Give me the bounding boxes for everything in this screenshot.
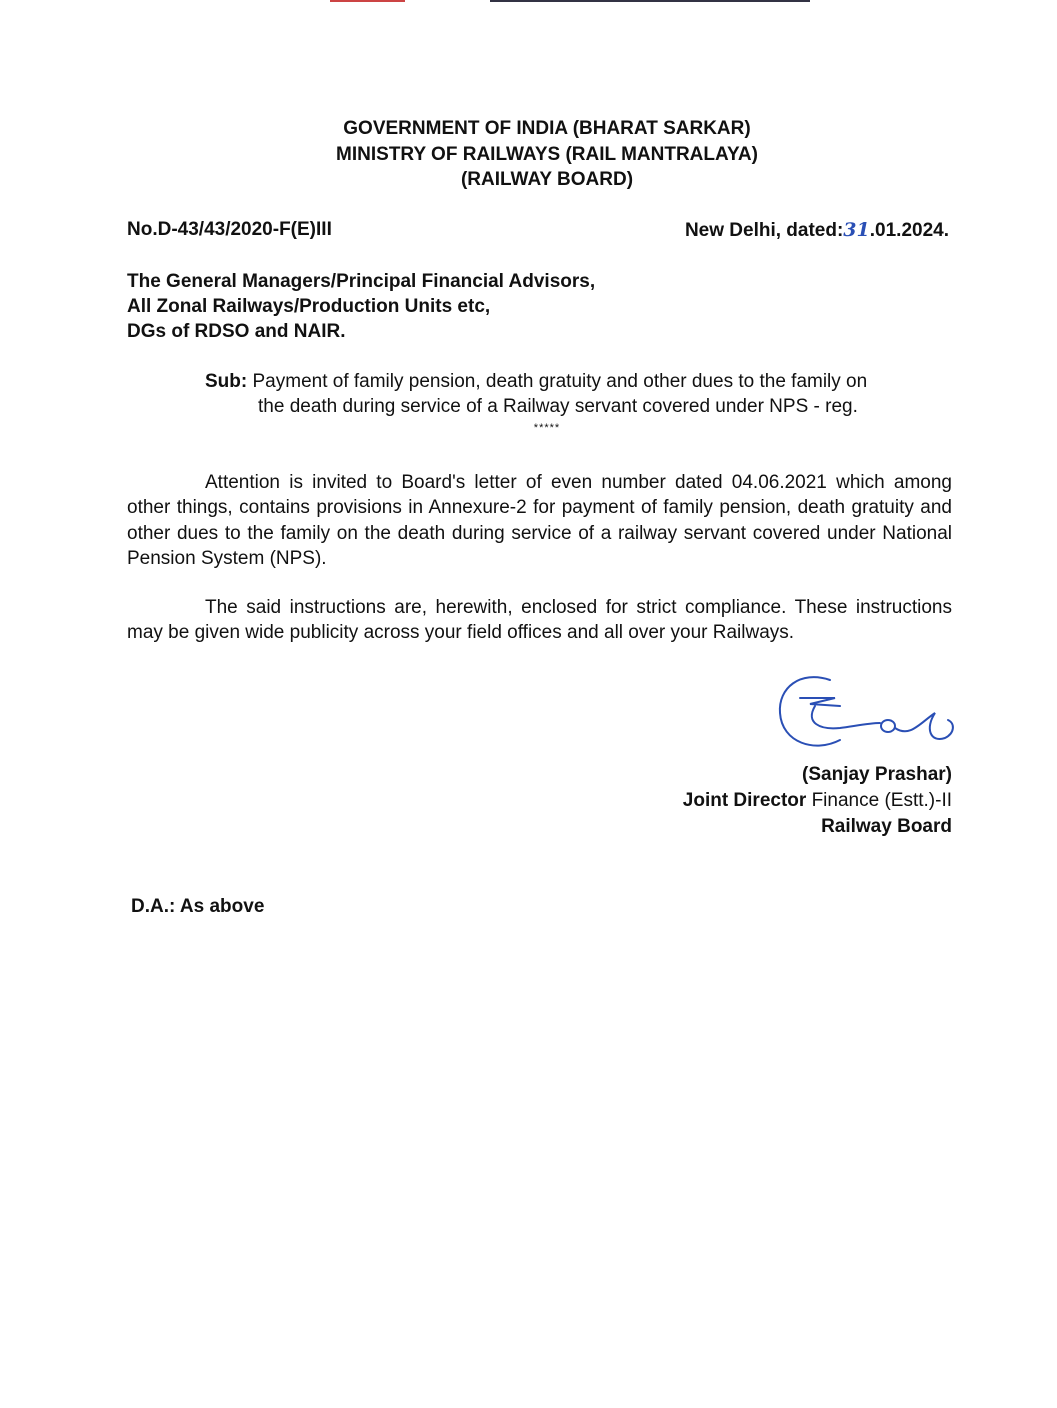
addressee-line-1: The General Managers/Principal Financial Advisors, bbox=[127, 271, 596, 292]
date-prefix: New Delhi, dated: bbox=[684, 220, 844, 241]
signatory-designation bbox=[683, 788, 952, 814]
reference-number: No.D-43/43/2020-F(E)III bbox=[127, 219, 332, 240]
separator: ***** bbox=[533, 422, 561, 434]
body-paragraph-2: The said instructions are, herewith, enclosed for strict compliance. These instructions may be given wide publicity across your field offices and all over your Railways. bbox=[127, 597, 952, 644]
addressee-line-3: DGs of RDSO and NAIR. bbox=[127, 321, 346, 342]
body-paragraph-1: Attention is invited to Board's letter of even number dated 04.06.2021 which among other things, contains provisions in Annexure-2 for payment of family pension, death gratuity and other dues to the family on the death during service of a railway servant covered under National Pension System (NPS). bbox=[127, 472, 952, 569]
date-day-handwritten: 31 bbox=[843, 219, 870, 241]
letter-date bbox=[685, 219, 949, 242]
subject bbox=[205, 369, 955, 419]
letterhead-line-1: GOVERNMENT OF INDIA (BHARAT SARKAR) bbox=[343, 118, 751, 139]
letterhead-line-3: (RAILWAY BOARD) bbox=[460, 169, 634, 190]
subject-line-2: the death during service of a Railway servant covered under NPS - reg. bbox=[258, 396, 858, 417]
subject-line-1: Payment of family pension, death gratuity and other dues to the family on bbox=[252, 371, 868, 392]
date-rest: .01.2024. bbox=[869, 220, 949, 241]
scan-mark-red bbox=[330, 0, 405, 2]
signatory-block bbox=[683, 762, 952, 840]
designation-part-2: Finance (Estt.)-II bbox=[811, 790, 952, 811]
addressee bbox=[127, 269, 595, 344]
signature-image bbox=[770, 668, 970, 758]
designation-part-1: Joint Director bbox=[682, 790, 807, 811]
letterhead-line-2: MINISTRY OF RAILWAYS (RAIL MANTRALAYA) bbox=[336, 143, 758, 165]
enclosure-note: D.A.: As above bbox=[131, 896, 265, 917]
subject-label: Sub: bbox=[205, 371, 248, 392]
addressee-line-2: All Zonal Railways/Production Units etc, bbox=[127, 296, 491, 317]
signatory-office: Railway Board bbox=[821, 816, 952, 837]
letterhead bbox=[0, 116, 1057, 193]
scan-mark-dark bbox=[490, 0, 810, 2]
signatory-name: (Sanjay Prashar) bbox=[802, 764, 952, 785]
